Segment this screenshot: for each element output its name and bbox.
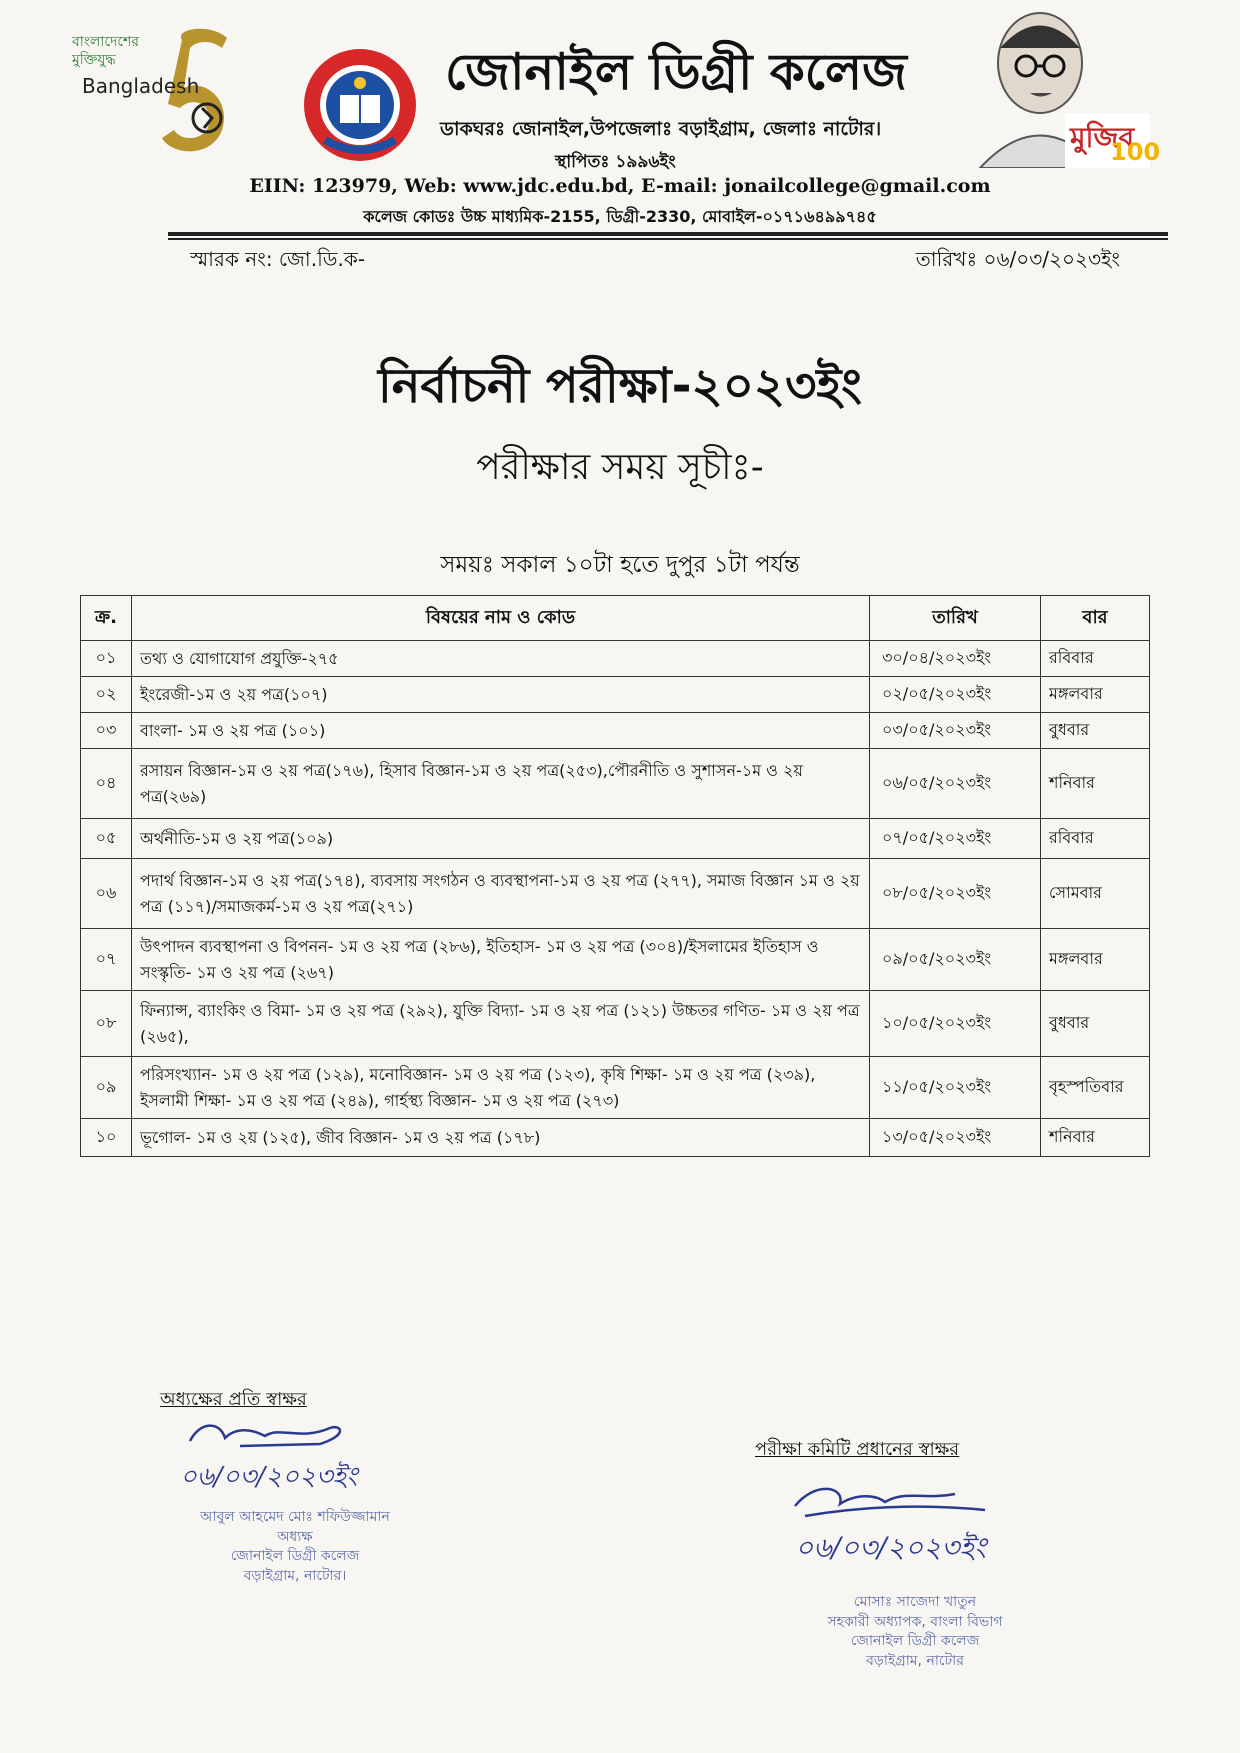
- row-day: বুধবার: [1041, 991, 1150, 1057]
- document-subtitle: পরীক্ষার সময় সূচীঃ-: [476, 447, 764, 488]
- row-serial: ১০: [81, 1119, 132, 1157]
- row-day: বুধবার: [1041, 713, 1150, 749]
- row-date: ১১/০৫/২০২৩ইং: [870, 1057, 1041, 1119]
- table-row: [81, 929, 1150, 991]
- row-day: সোমবার: [1041, 859, 1150, 929]
- row-day: শনিবার: [1041, 1119, 1150, 1157]
- principal-handwritten-date: ০৬/০৩/২০২৩ইং: [180, 1462, 358, 1492]
- stamp-line: বড়াইগ্রাম, নাটোর: [866, 1652, 964, 1669]
- memo-number: স্মারক নং: জো.ডি.ক-: [190, 247, 366, 271]
- college-address: ডাকঘরঃ জোনাইল,উপজেলাঃ বড়াইগ্রাম, জেলাঃ নাটোর।: [440, 118, 882, 140]
- row-serial: ০৮: [81, 991, 132, 1057]
- memo-date: তারিখঃ ০৬/০৩/২০২৩ইং: [915, 247, 1120, 271]
- header-serial: ক্র.: [81, 596, 132, 641]
- committee-head-handwritten-date: ০৬/০৩/২০২৩ইং: [795, 1531, 987, 1564]
- mujib-badge-text: মুজিব: [1070, 121, 1135, 154]
- row-serial: ০২: [81, 677, 132, 713]
- logo-text-line-2: মুক্তিযুদ্ধ: [72, 52, 116, 68]
- row-date: ০৩/০৫/২০২৩ইং: [870, 713, 1041, 749]
- row-subject: উৎপাদন ব্যবস্থাপনা ও বিপনন- ১ম ও ২য় পত্র (২৮৬), ইতিহাস- ১ম ও ২য় পত্র (৩০৪)/ইসলামের ইতিহাস ও সংস্কৃতি- ১ম ও ২য় পত্র (২৬৭): [132, 929, 870, 991]
- principal-signature-label: অধ্যক্ষের প্রতি স্বাক্ষর: [160, 1389, 307, 1410]
- committee-head-signature-label: পরীক্ষা কমিটি প্রধানের স্বাক্ষর: [755, 1439, 960, 1460]
- table-row: [81, 677, 1150, 713]
- principal-stamp: [160, 1508, 430, 1586]
- row-subject: অর্থনীতি-১ম ও ২য় পত্র(১০৯): [132, 819, 870, 859]
- stamp-line: আবুল আহমেদ মোঃ শফিউজ্জামান: [200, 1509, 390, 1525]
- stamp-line: সহকারী অধ্যাপক, বাংলা বিভাগ: [827, 1613, 1003, 1630]
- stamp-line: জোনাইল ডিগ্রী কলেজ: [850, 1633, 980, 1650]
- row-serial: ০৩: [81, 713, 132, 749]
- row-subject: ভূগোল- ১ম ও ২য় (১২৫), জীব বিজ্ঞান- ১ম ও ২য় পত্র (১৭৮): [132, 1119, 870, 1157]
- row-subject: রসায়ন বিজ্ঞান-১ম ও ২য় পত্র(১৭৬), হিসাব বিজ্ঞান-১ম ও ২য় পত্র(২৫৩),পৌরনীতি ও সুশাসন-১ম ও ২য় পত্র(২৬৯): [132, 749, 870, 819]
- header-date: তারিখ: [870, 596, 1041, 641]
- row-subject: বাংলা- ১ম ও ২য় পত্র (১০১): [132, 713, 870, 749]
- table-row: [81, 713, 1150, 749]
- stamp-line: অধ্যক্ষ: [277, 1528, 313, 1545]
- eiin-contact-line: EIIN: 123979, Web: www.jdc.edu.bd, E-mail: jonailcollege@gmail.com: [249, 175, 991, 197]
- row-date: ০৯/০৫/২০২৩ইং: [870, 929, 1041, 991]
- college-name: জোনাইল ডিগ্রী কলেজ: [445, 43, 907, 101]
- logo-text-bangladesh: Bangladesh: [82, 74, 200, 98]
- committee-head-stamp: [755, 1593, 1075, 1671]
- row-serial: ০৭: [81, 929, 132, 991]
- row-serial: ০৯: [81, 1057, 132, 1119]
- principal-signature-scribble: [180, 1416, 400, 1456]
- row-date: ০৭/০৫/২০২৩ইং: [870, 819, 1041, 859]
- college-logo: [300, 45, 420, 165]
- table-row: [81, 1119, 1150, 1157]
- row-subject: ফিন্যান্স, ব্যাংকিং ও বিমা- ১ম ও ২য় পত্র (২৯২), যুক্তি বিদ্যা- ১ম ও ২য় পত্র (১২১) উচ্চতর গণিত- ১ম ও ২য় পত্র (২৬৫),: [132, 991, 870, 1057]
- table-row: [81, 749, 1150, 819]
- row-day: রবিবার: [1041, 641, 1150, 677]
- table-row: [81, 991, 1150, 1057]
- committee-head-signature-scribble: [785, 1476, 1005, 1526]
- table-row: [81, 819, 1150, 859]
- row-day: বৃহস্পতিবার: [1041, 1057, 1150, 1119]
- row-subject: ইংরেজী-১ম ও ২য় পত্র(১০৭): [132, 677, 870, 713]
- row-day: মঙ্গলবার: [1041, 677, 1150, 713]
- header-divider-thick: [168, 232, 1168, 236]
- exam-schedule-table: [80, 595, 1150, 1157]
- row-subject: তথ্য ও যোগাযোগ প্রযুক্তি-২৭৫: [132, 641, 870, 677]
- table-row: [81, 641, 1150, 677]
- college-codes-line: কলেজ কোডঃ উচ্চ মাধ্যমিক-2155, ডিগ্রী-2330, মোবাইল-০১৭১৬৪৯৯৭৪৫: [363, 207, 877, 226]
- header-divider-thin: [168, 238, 1168, 240]
- row-day: মঙ্গলবার: [1041, 929, 1150, 991]
- row-date: ১৩/০৫/২০২৩ইং: [870, 1119, 1041, 1157]
- row-subject: পদার্থ বিজ্ঞান-১ম ও ২য় পত্র(১৭৪), ব্যবসায় সংগঠন ও ব্যবস্থাপনা-১ম ও ২য় পত্র (২৭৭), সমাজ বিজ্ঞান ১ম ও ২য় পত্র (১১৭)/সমাজকর্ম-১ম ও ২য় পত্র(২৭১): [132, 859, 870, 929]
- row-serial: ০৬: [81, 859, 132, 929]
- row-serial: ০১: [81, 641, 132, 677]
- row-subject: পরিসংখ্যান- ১ম ও ২য় পত্র (১২৯), মনোবিজ্ঞান- ১ম ও ২য় পত্র (১২৩), কৃষি শিক্ষা- ১ম ও ২য় পত্র (২৩৯), ইসলামী শিক্ষা- ১ম ও ২য় পত্র (২৪৯), গার্হস্থ্য বিজ্ঞান- ১ম ও ২য় পত্র (২৭৩): [132, 1057, 870, 1119]
- row-day: রবিবার: [1041, 819, 1150, 859]
- row-date: ৩০/০৪/২০২৩ইং: [870, 641, 1041, 677]
- header-subject: বিষয়ের নাম ও কোড: [132, 596, 870, 641]
- portrait-mujib-100: [960, 8, 1161, 168]
- bangladesh-50-logo: [62, 18, 232, 158]
- principal-signature-block: [160, 1385, 460, 1586]
- row-date: ০৮/০৫/২০২৩ইং: [870, 859, 1041, 929]
- row-date: ০৬/০৫/২০২৩ইং: [870, 749, 1041, 819]
- table-row: [81, 1057, 1150, 1119]
- mujib-badge-number: 100: [1110, 138, 1161, 166]
- row-day: শনিবার: [1041, 749, 1150, 819]
- table-row: [81, 859, 1150, 929]
- document-title: নির্বাচনী পরীক্ষা-২০২৩ইং: [378, 358, 862, 414]
- committee-head-signature-block: [755, 1435, 1075, 1671]
- established-year: স্থাপিতঃ ১৯৯৬ইং: [555, 152, 676, 172]
- row-date: ০২/০৫/২০২৩ইং: [870, 677, 1041, 713]
- row-serial: ০৪: [81, 749, 132, 819]
- header-day: বার: [1041, 596, 1150, 641]
- row-serial: ০৫: [81, 819, 132, 859]
- exam-time: সময়ঃ সকাল ১০টা হতে দুপুর ১টা পর্যন্ত: [440, 552, 800, 578]
- stamp-line: বড়াইগ্রাম, নাটোর।: [243, 1567, 347, 1584]
- stamp-line: মোসাঃ সাজেদা খাতুন: [853, 1594, 977, 1610]
- logo-text-line-1: বাংলাদেশের: [72, 34, 139, 50]
- row-date: ১০/০৫/২০২৩ইং: [870, 991, 1041, 1057]
- stamp-line: জোনাইল ডিগ্রী কলেজ: [230, 1548, 360, 1565]
- table-header-row: [81, 596, 1150, 641]
